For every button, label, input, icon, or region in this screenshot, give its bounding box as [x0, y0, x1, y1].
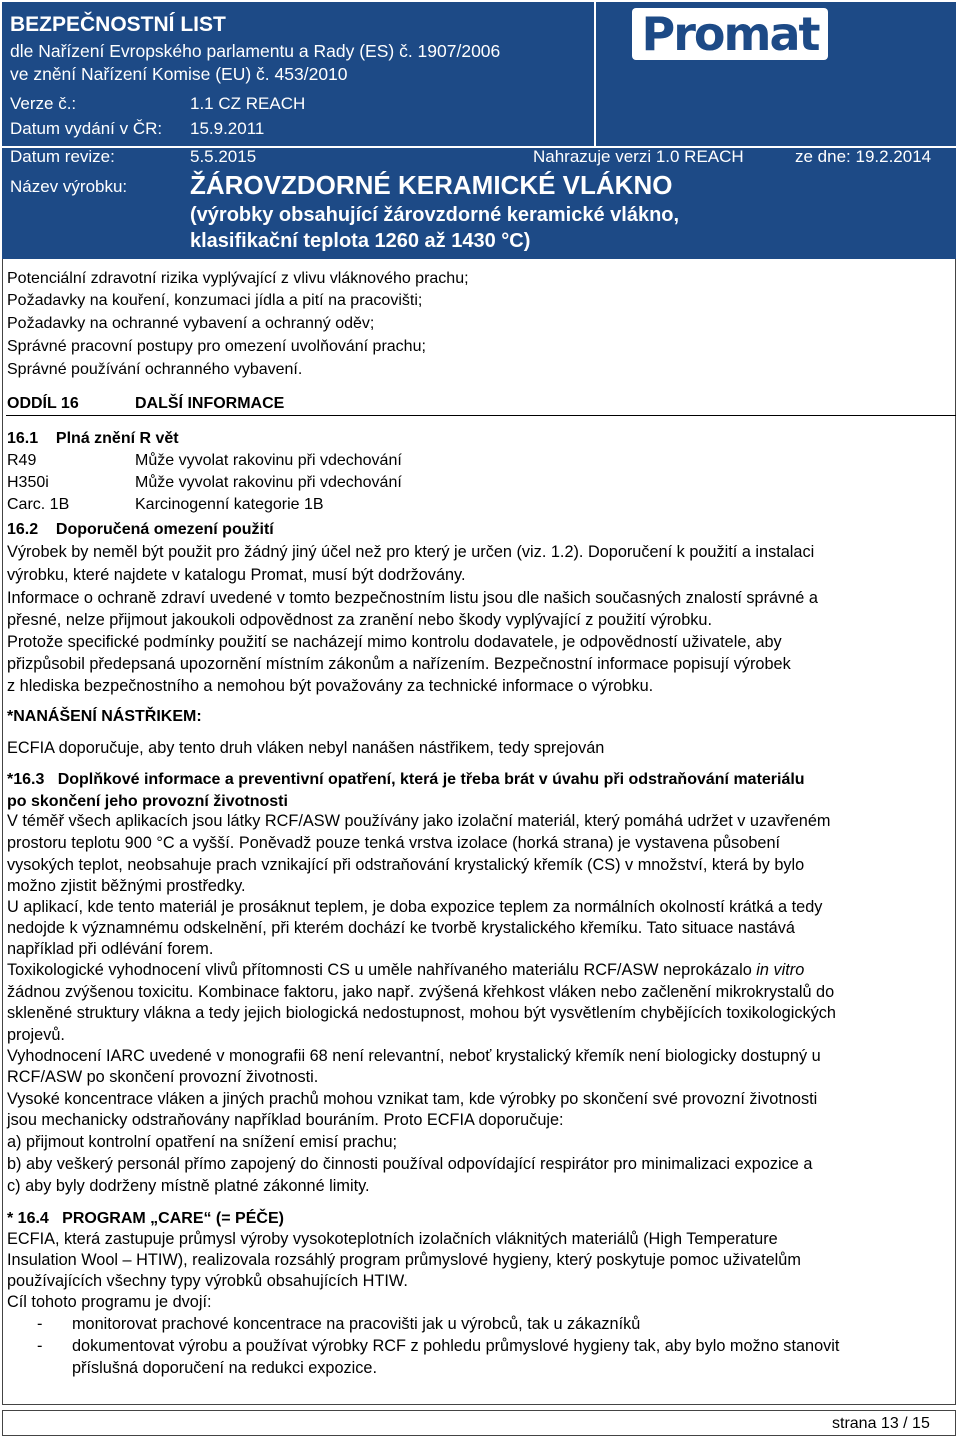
product-name-label: Název výrobku: — [10, 177, 128, 196]
promat-logo — [632, 8, 828, 60]
paragraph-line: prostoru teplotu 900 °C a vyšší. Poněvadž pouze tenká vrstva izolace (horká strana) je vystavena působení — [7, 834, 781, 852]
logo-panel — [596, 2, 956, 148]
paragraph-line: Insulation Wool – HTIW), realizovala rozsáhlý program průmyslové hygieny, který poskytuje pomoc uživatelům — [7, 1251, 801, 1269]
bullet-text: příslušná doporučení na redukci expozice. — [72, 1359, 378, 1377]
paragraph-line: b) aby veškerý personál přímo zapojený do činnosti používal odpovídající respirátor pro minimalizaci expozice a — [7, 1155, 813, 1173]
intro-line: Požadavky na ochranné vybavení a ochranný oděv; — [7, 315, 375, 332]
paragraph-line: a) přijmout kontrolní opatření na snížení emisí prachu; — [7, 1133, 398, 1151]
replaces-version: Nahrazuje verzi 1.0 REACH — [533, 147, 744, 166]
paragraph-line: ECFIA, která zastupuje průmysl výroby vysokoteplotních izolačních vláknitých materiálů (High Temperature — [7, 1230, 778, 1248]
paragraph-line: projevů. — [7, 1026, 65, 1044]
intro-line: Správné pracovní postupy pro omezení uvolňování prachu; — [7, 338, 426, 355]
bullet-dash: - — [37, 1337, 43, 1355]
paragraph-line: V téměř všech aplikacích jsou látky RCF/ASW používány jako izolační materiál, který pomáhá udržet v uzavřeném — [7, 812, 831, 830]
subsection-16-1-heading: 16.1 Plná znění R vět — [7, 430, 179, 447]
paragraph-line: Vysoké koncentrace vláken a jiných prachů mohou vznikat tam, kde výrobky po skončení své provozní životnosti — [7, 1090, 818, 1108]
paragraph-line: přizpůsobil předepsaná upozornění místním zákonům a nařízením. Bezpečnostní informace popisují výrobek — [7, 655, 791, 673]
paragraph-line: nedojde k významnému odskelnění, při kterém dochází ke tvorbě krystalického křemíku. Tato situace nastává — [7, 919, 795, 937]
paragraph-line: přesné, nelze přijmout jakoukoli odpovědnost za zranění nebo škody vyplývající z použití výrobku. — [7, 611, 712, 629]
paragraph-line: Výrobek by neměl být použit pro žádný jiný účel než pro který je určen (viz. 1.2). Doporučení k použití a instalaci — [7, 543, 815, 561]
product-subtitle-1: (výrobky obsahující žárovzdorné keramické vlákno, — [190, 204, 680, 226]
issue-date-label: Datum vydání v ČR: — [10, 119, 163, 138]
paragraph-line: výrobku, které najdete v katalogu Promat, musí být dodržovány. — [7, 566, 466, 584]
version-value: 1.1 CZ REACH — [190, 94, 306, 113]
issue-date-value: 15.9.2011 — [190, 119, 265, 138]
paragraph-line: například při odlévání forem. — [7, 940, 214, 958]
product-name: ŽÁROVZDORNÉ KERAMICKÉ VLÁKNO — [190, 170, 673, 200]
tox-text: Toxikologické vyhodnocení vlivů přítomnosti CS u uměle nahřívaného materiálu RCF/ASW neprokázalo — [7, 961, 757, 979]
section-number: ODDÍL 16 — [7, 395, 79, 412]
paragraph-line: používajících všechny typy výrobků obsahujících HTIW. — [7, 1272, 408, 1290]
subsection-16-3-heading: *16.3 Doplňkové informace a preventivní opatření, která je třeba brát v úvahu při odstraňování materiálu — [7, 771, 805, 788]
bullet-dash: - — [37, 1315, 43, 1333]
paragraph-line: jsou mechanicky odstraňovány například bouráním. Proto ECFIA doporučuje: — [7, 1111, 564, 1129]
paragraph-line: Cíl tohoto programu je dvojí: — [7, 1293, 212, 1311]
bullet-text: monitorovat prachové koncentrace na pracovišti jak u výrobců, tak u zákazníků — [72, 1315, 641, 1333]
intro-line: Požadavky na kouření, konzumaci jídla a pití na pracovišti; — [7, 292, 423, 309]
regulation-line-2: ve znění Nařízení Komise (EU) č. 453/2010 — [10, 64, 348, 84]
paragraph-line: c) aby byly dodrženy místně platné zákonné limity. — [7, 1177, 370, 1195]
phrase-text: Může vyvolat rakovinu při vdechování — [135, 452, 402, 469]
revision-date-label: Datum revize: — [10, 147, 115, 166]
logo-text: Promat — [641, 7, 819, 61]
subsection-16-3-heading-cont: po skončení jeho provozní životnosti — [7, 793, 288, 810]
phrase-code: H350i — [7, 474, 49, 491]
paragraph-line: Protože specifické podmínky použití se nacházejí mimo kontrolu dodavatele, je odpovědností uživatele, aby — [7, 633, 782, 651]
paragraph-line: z hlediska bezpečnostního a nemohou být považovány za technické informace o výrobku. — [7, 677, 654, 695]
subsection-16-4-heading: * 16.4 PROGRAM „CARE“ (= PÉČE) — [7, 1210, 284, 1227]
tox-italic: in vitro — [756, 961, 805, 979]
revision-date-value: 5.5.2015 — [190, 147, 257, 166]
paragraph-line: možno zjistit běžnými prostředky. — [7, 877, 246, 895]
paragraph-line: vysokých teplot, neobsahuje prach vznikající při odstraňování krystalický křemík (CS) v množství, která by bylo — [7, 856, 805, 874]
spray-heading: *NANÁŠENÍ NÁSTŘIKEM: — [7, 708, 202, 725]
intro-line: Potenciální zdravotní rizika vyplývající z vlivu vláknového prachu; — [7, 270, 469, 287]
phrase-text: Může vyvolat rakovinu při vdechování — [135, 474, 402, 491]
document-title: BEZPEČNOSTNÍ LIST — [10, 13, 226, 36]
section-title: DALŠÍ INFORMACE — [135, 395, 285, 412]
paragraph-line: RCF/ASW po skončení provozní životnosti. — [7, 1068, 319, 1086]
phrase-code: Carc. 1B — [7, 496, 70, 513]
spray-text: ECFIA doporučuje, aby tento druh vláken nebyl nanášen nástřikem, tedy sprejován — [7, 739, 605, 757]
paragraph-line — [7, 960, 804, 981]
intro-line: Správné používání ochranného vybavení. — [7, 361, 303, 378]
phrase-code: R49 — [7, 452, 37, 469]
paragraph-line: Vyhodnocení IARC uvedené v monografii 68 není relevantní, neboť krystalický křemík není biologicky dostupný u — [7, 1047, 821, 1065]
page-number: strana 13 / 15 — [832, 1415, 930, 1432]
subsection-16-2-heading: 16.2 Doporučená omezení použití — [7, 521, 274, 538]
replaces-date: ze dne: 19.2.2014 — [795, 147, 932, 166]
paragraph-line: U aplikací, kde tento materiál je prosáknut teplem, je doba expozice teplem za normálních okolností krátká a tedy — [7, 898, 823, 916]
phrase-text: Karcinogenní kategorie 1B — [135, 496, 324, 513]
product-subtitle-2: klasifikační teplota 1260 až 1430 °C) — [190, 230, 531, 252]
footer-frame — [2, 1410, 956, 1436]
paragraph-line: žádnou zvýšenou toxicitu. Kombinace faktoru, jako např. zvýšená křehkost vláken nebo začlenění mikrokrystalů do — [7, 983, 835, 1001]
paragraph-line: Informace o ochraně zdraví uvedené v tomto bezpečnostním listu jsou dle našich současných znalostí správné a — [7, 589, 818, 607]
regulation-line-1: dle Nařízení Evropského parlamentu a Rady (ES) č. 1907/2006 — [10, 41, 501, 61]
bullet-text: dokumentovat výrobu a používat výrobky RCF z pohledu průmyslové hygieny tak, aby bylo možno stanovit — [72, 1337, 840, 1355]
version-label: Verze č.: — [10, 94, 77, 113]
paragraph-line: skleněné struktury vlákna a tedy jejich biologická nedostupnost, mohou být vysvětlením chybějících toxikologických — [7, 1004, 836, 1022]
